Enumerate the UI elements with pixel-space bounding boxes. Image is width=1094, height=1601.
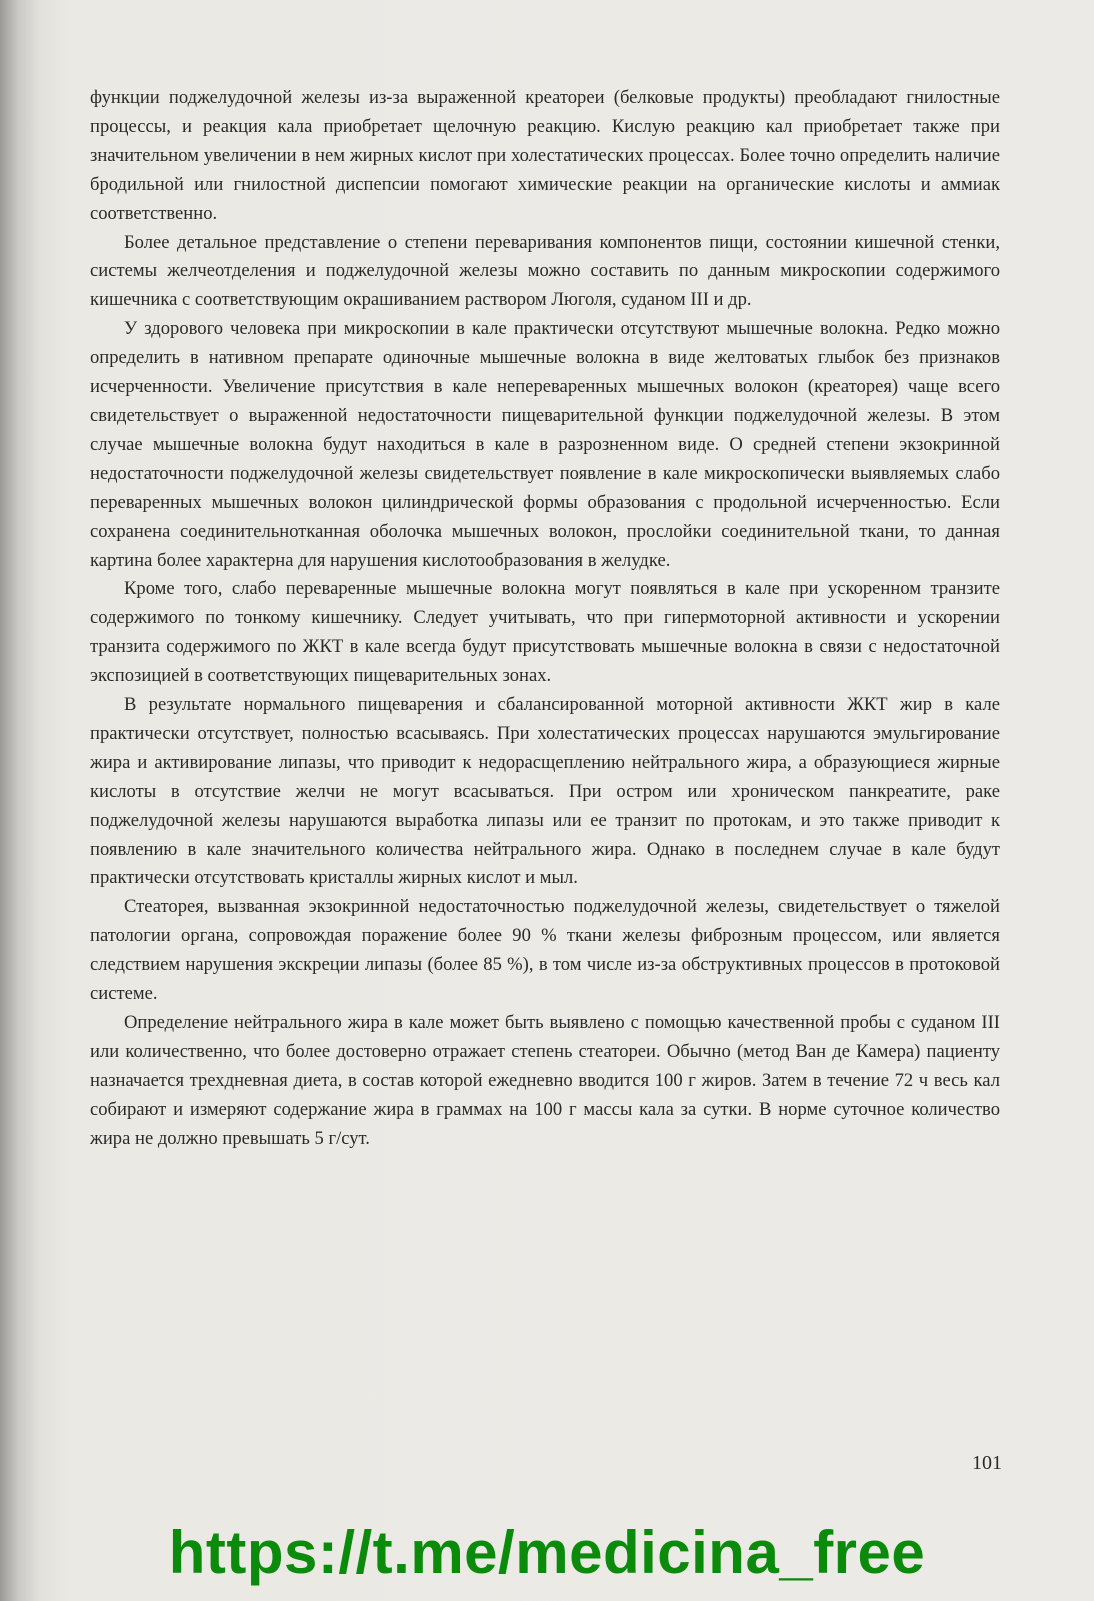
body-text	[90, 84, 1000, 1154]
paragraph: В результате нормального пищеварения и сбалансированной моторной активности ЖКТ жир в кале практически отсутствует, полностью всасываясь. При холестатических процессах нарушаются эмульгирование жира и активирование липазы, что приводит к недорасщеплению нейтрального жира, а образующиеся жирные кислоты в отсутствие желчи не могут всасываться. При остром или хроническом панкреатите, раке поджелудочной железы нарушаются выработка липазы или ее транзит по протокам, и это также приводит к появлению в кале значительного количества нейтрального жира. Однако в последнем случае в кале будут практически отсутствовать кристаллы жирных кислот и мыл.	[90, 694, 1000, 889]
paragraph: функции поджелудочной железы из-за выраженной креатореи (белковые продукты) преобладают гнилостные процессы, и реакция кала приобретает щелочную реакцию. Кислую реакцию кал приобретает также при значительном увеличении в нем жирных кислот при холестатических процессах. Более точно определить наличие бродильной или гнилостной диспепсии помогают химические реакции на органические кислоты и аммиак соответственно.	[90, 87, 1000, 224]
paragraph: Определение нейтрального жира в кале может быть выявлено с помощью качественной пробы с суданом III или количественно, что более достоверно отражает степень стеатореи. Обычно (метод Ван де Камера) пациенту назначается трехдневная диета, в состав которой ежедневно вводится 100 г жиров. Затем в течение 72 ч весь кал собирают и измеряют содержание жира в граммах на 100 г массы кала за сутки. В норме суточное количество жира не должно превышать 5 г/сут.	[90, 1012, 1000, 1149]
page-number: 101	[972, 1452, 1002, 1474]
paragraph: Более детальное представление о степени переваривания компонентов пищи, состоянии кишечной стенки, системы желчеотделения и поджелудочной железы можно составить по данным микроскопии содержимого кишечника с соответствующим окрашиванием раствором Люголя, суданом III и др.	[90, 231, 1000, 311]
paragraph: Кроме того, слабо переваренные мышечные волокна могут появляться в кале при ускоренном транзите содержимого по тонкому кишечнику. Следует учитывать, что при гипермоторной активности и ускорении транзита содержимого по ЖКТ в кале всегда будут присутствовать мышечные волокна в связи с недостаточной экспозицией в соответствующих пищеварительных зонах.	[90, 578, 1000, 687]
paragraph: У здорового человека при микроскопии в кале практически отсутствуют мышечные волокна. Редко можно определить в нативном препарате одиночные мышечные волокна в виде желтоватых глыбок без признаков исчерченности. Увеличение присутствия в кале непереваренных мышечных волокон (креаторея) чаще всего свидетельствует о выраженной недостаточности пищеварительной функции поджелудочной железы. В этом случае мышечные волокна будут находиться в кале в разрозненном виде. О средней степени экзокринной недостаточности поджелудочной железы свидетельствует появление в кале микроскопически выявляемых слабо переваренных мышечных волокон цилиндрической формы образования с продольной исчерченностью. Если сохранена соединительнотканная оболочка мышечных волокон, прослойки соединительной ткани, то данная картина более характерна для нарушения кислотообразования в желудке.	[90, 318, 1000, 571]
paragraph: Стеаторея, вызванная экзокринной недостаточностью поджелудочной железы, свидетельствует о тяжелой патологии органа, сопровождая поражение более 90 % ткани железы фиброзным процессом, или является следствием нарушения экскреции липазы (более 85 %), в том числе из-за обструктивных процессов в протоковой системе.	[90, 896, 1000, 1005]
watermark-link[interactable]: https://t.me/medicina_free	[168, 1519, 926, 1586]
